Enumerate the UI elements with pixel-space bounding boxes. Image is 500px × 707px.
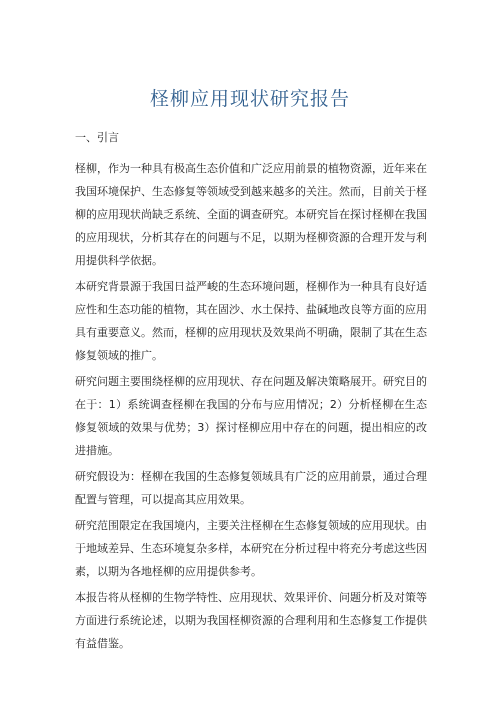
section-heading: 一、引言: [75, 131, 119, 144]
paragraph-4: 研究假设为：柽柳在我国的生态修复领域具有广泛的应用前景，通过合理配置与管理，可以提高其应用效果。: [75, 470, 427, 506]
paragraph-2: 本研究背景源于我国日益严峻的生态环境问题，柽柳作为一种具有良好适应性和生态功能的植物，其在固沙、水土保持、盐碱地改良等方面的应用具有重要意义。然而，柽柳的应用现状及效果尚不明确，限制了其在生态修复领域的推广。: [75, 280, 427, 362]
paragraph-3: 研究问题主要围绕柽柳的应用现状、存在问题及解决策略展开。研究目的在于：1）系统调查柽柳在我国的分布与应用情况；2）分析柽柳在生态修复领域的效果与优势；3）探讨柽柳应用中存在的问题，提出相应的改进措施。: [75, 375, 427, 457]
document-title: 柽柳应用现状研究报告: [149, 88, 350, 110]
document-body: [75, 126, 427, 658]
paragraph-6: 本报告将从柽柳的生物学特性、应用现状、效果评价、问题分析及对策等方面进行系统论述，以期为我国柽柳资源的合理利用和生态修复工作提供有益借鉴。: [75, 591, 427, 650]
paragraph-1: 柽柳，作为一种具有极高生态价值和广泛应用前景的植物资源，近年来在我国环境保护、生态修复等领域受到越来越多的关注。然而，目前关于柽柳的应用现状尚缺乏系统、全面的调查研究。本研究旨在探讨柽柳在我国的应用现状，分析其存在的问题与不足，以期为柽柳资源的合理开发与利用提供科学依据。: [75, 162, 427, 267]
paragraph-5: 研究范围限定在我国境内，主要关注柽柳在生态修复领域的应用现状。由于地域差异、生态环境复杂多样，本研究在分析过程中将充分考虑这些因素，以期为各地柽柳的应用提供参考。: [75, 519, 427, 578]
